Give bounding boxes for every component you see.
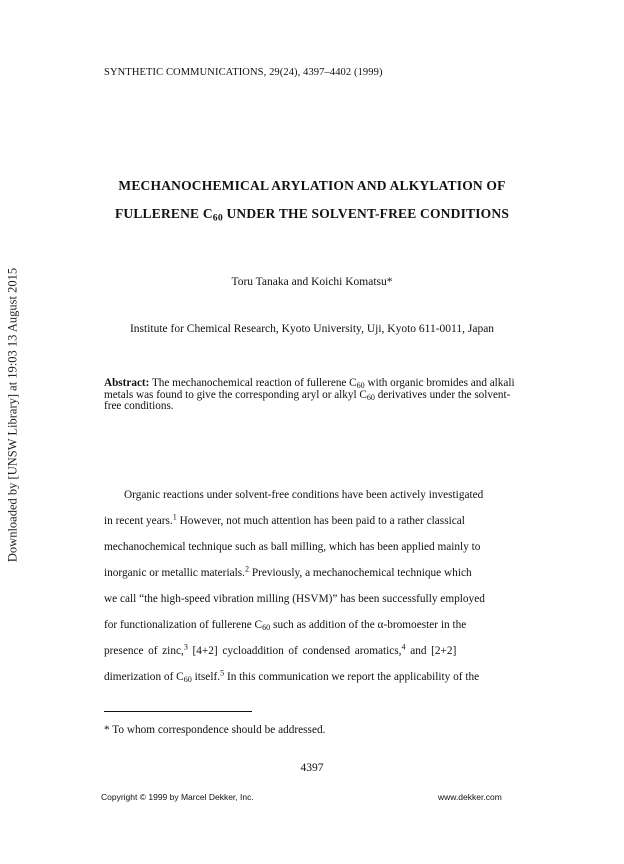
body-line-7a: presence of zinc, (104, 645, 184, 657)
abstract-sub-2: 60 (366, 392, 375, 402)
body-line-8b: itself. (191, 671, 221, 683)
title-line-2 (0, 206, 624, 222)
body-line-4a: inorganic or metallic materials. (104, 567, 245, 579)
citation-1: 1 (172, 512, 177, 522)
abstract-text-2: with organic bromides and alkali metals was found to give the corresponding aryl or alkyl C (104, 377, 515, 401)
body-line-2b: However, not much attention has been paid to a rather classical (176, 515, 465, 527)
body-line-8-sub: 60 (183, 675, 192, 685)
body-line-6a: for functionalization of fullerene C (104, 619, 263, 631)
abstract-label: Abstract: (104, 377, 150, 389)
title-line-1: MECHANOCHEMICAL ARYLATION AND ALKYLATION OF (118, 178, 506, 193)
body-line-6b: such as addition of the α-bromoester in the (270, 619, 467, 631)
body-line-1: Organic reactions under solvent-free conditions have been actively investigated (124, 489, 484, 501)
body-line-7 (104, 642, 524, 657)
copyright-notice: Copyright © 1999 by Marcel Dekker, Inc. (101, 792, 254, 802)
body-line-4 (104, 564, 524, 579)
body-line-8a: dimerization of C (104, 671, 184, 683)
journal-reference: SYNTHETIC COMMUNICATIONS, 29(24), 4397–4402 (1999) (104, 67, 383, 78)
citation-2: 2 (244, 564, 250, 574)
body-line-7c: and [2+2] (405, 645, 457, 657)
page-number: 4397 (300, 762, 324, 774)
title-line-2-post: UNDER THE SOLVENT-FREE CONDITIONS (222, 206, 510, 221)
body-line-8 (104, 668, 524, 685)
footnote-divider (104, 711, 252, 712)
title-line-2-pre: FULLERENE C (114, 206, 213, 221)
body-line-8c: In this communication we report the applicability of the (224, 671, 480, 683)
abstract (104, 378, 524, 413)
title-subscript: 60 (212, 212, 223, 224)
footnote: * To whom correspondence should be addressed. (104, 724, 326, 736)
body-line-6-sub: 60 (262, 623, 271, 633)
body-line-3: mechanochemical technique such as ball milling, which has been applied mainly to (104, 541, 481, 553)
citation-4: 4 (401, 642, 406, 652)
body-line-2a: in recent years. (104, 515, 173, 527)
abstract-text-3: derivatives under the solvent-free conditions. (104, 388, 511, 412)
authors: Toru Tanaka and Koichi Komatsu* (231, 276, 393, 288)
publisher-url[interactable]: www.dekker.com (438, 792, 502, 802)
citation-3: 3 (183, 642, 188, 652)
download-watermark (4, 242, 22, 587)
citation-5: 5 (220, 668, 225, 678)
affiliation: Institute for Chemical Research, Kyoto University, Uji, Kyoto 611-0011, Japan (129, 323, 495, 335)
abstract-sub-1: 60 (356, 381, 365, 391)
body-line-6 (104, 619, 524, 631)
body-line-5: we call “the high-speed vibration milling (HSVM)” has been successfully employed (104, 593, 485, 605)
abstract-text-1: The mechanochemical reaction of fullerene C (149, 377, 357, 389)
body-line-7b: [4+2] cycloaddition of condensed aromatics, (187, 645, 402, 657)
body-line-4b: Previously, a mechanochemical technique which (249, 567, 472, 579)
body-line-2 (104, 512, 524, 527)
download-watermark-text: Downloaded by [UNSW Library] at 19:03 13 August 2015 (5, 267, 20, 562)
